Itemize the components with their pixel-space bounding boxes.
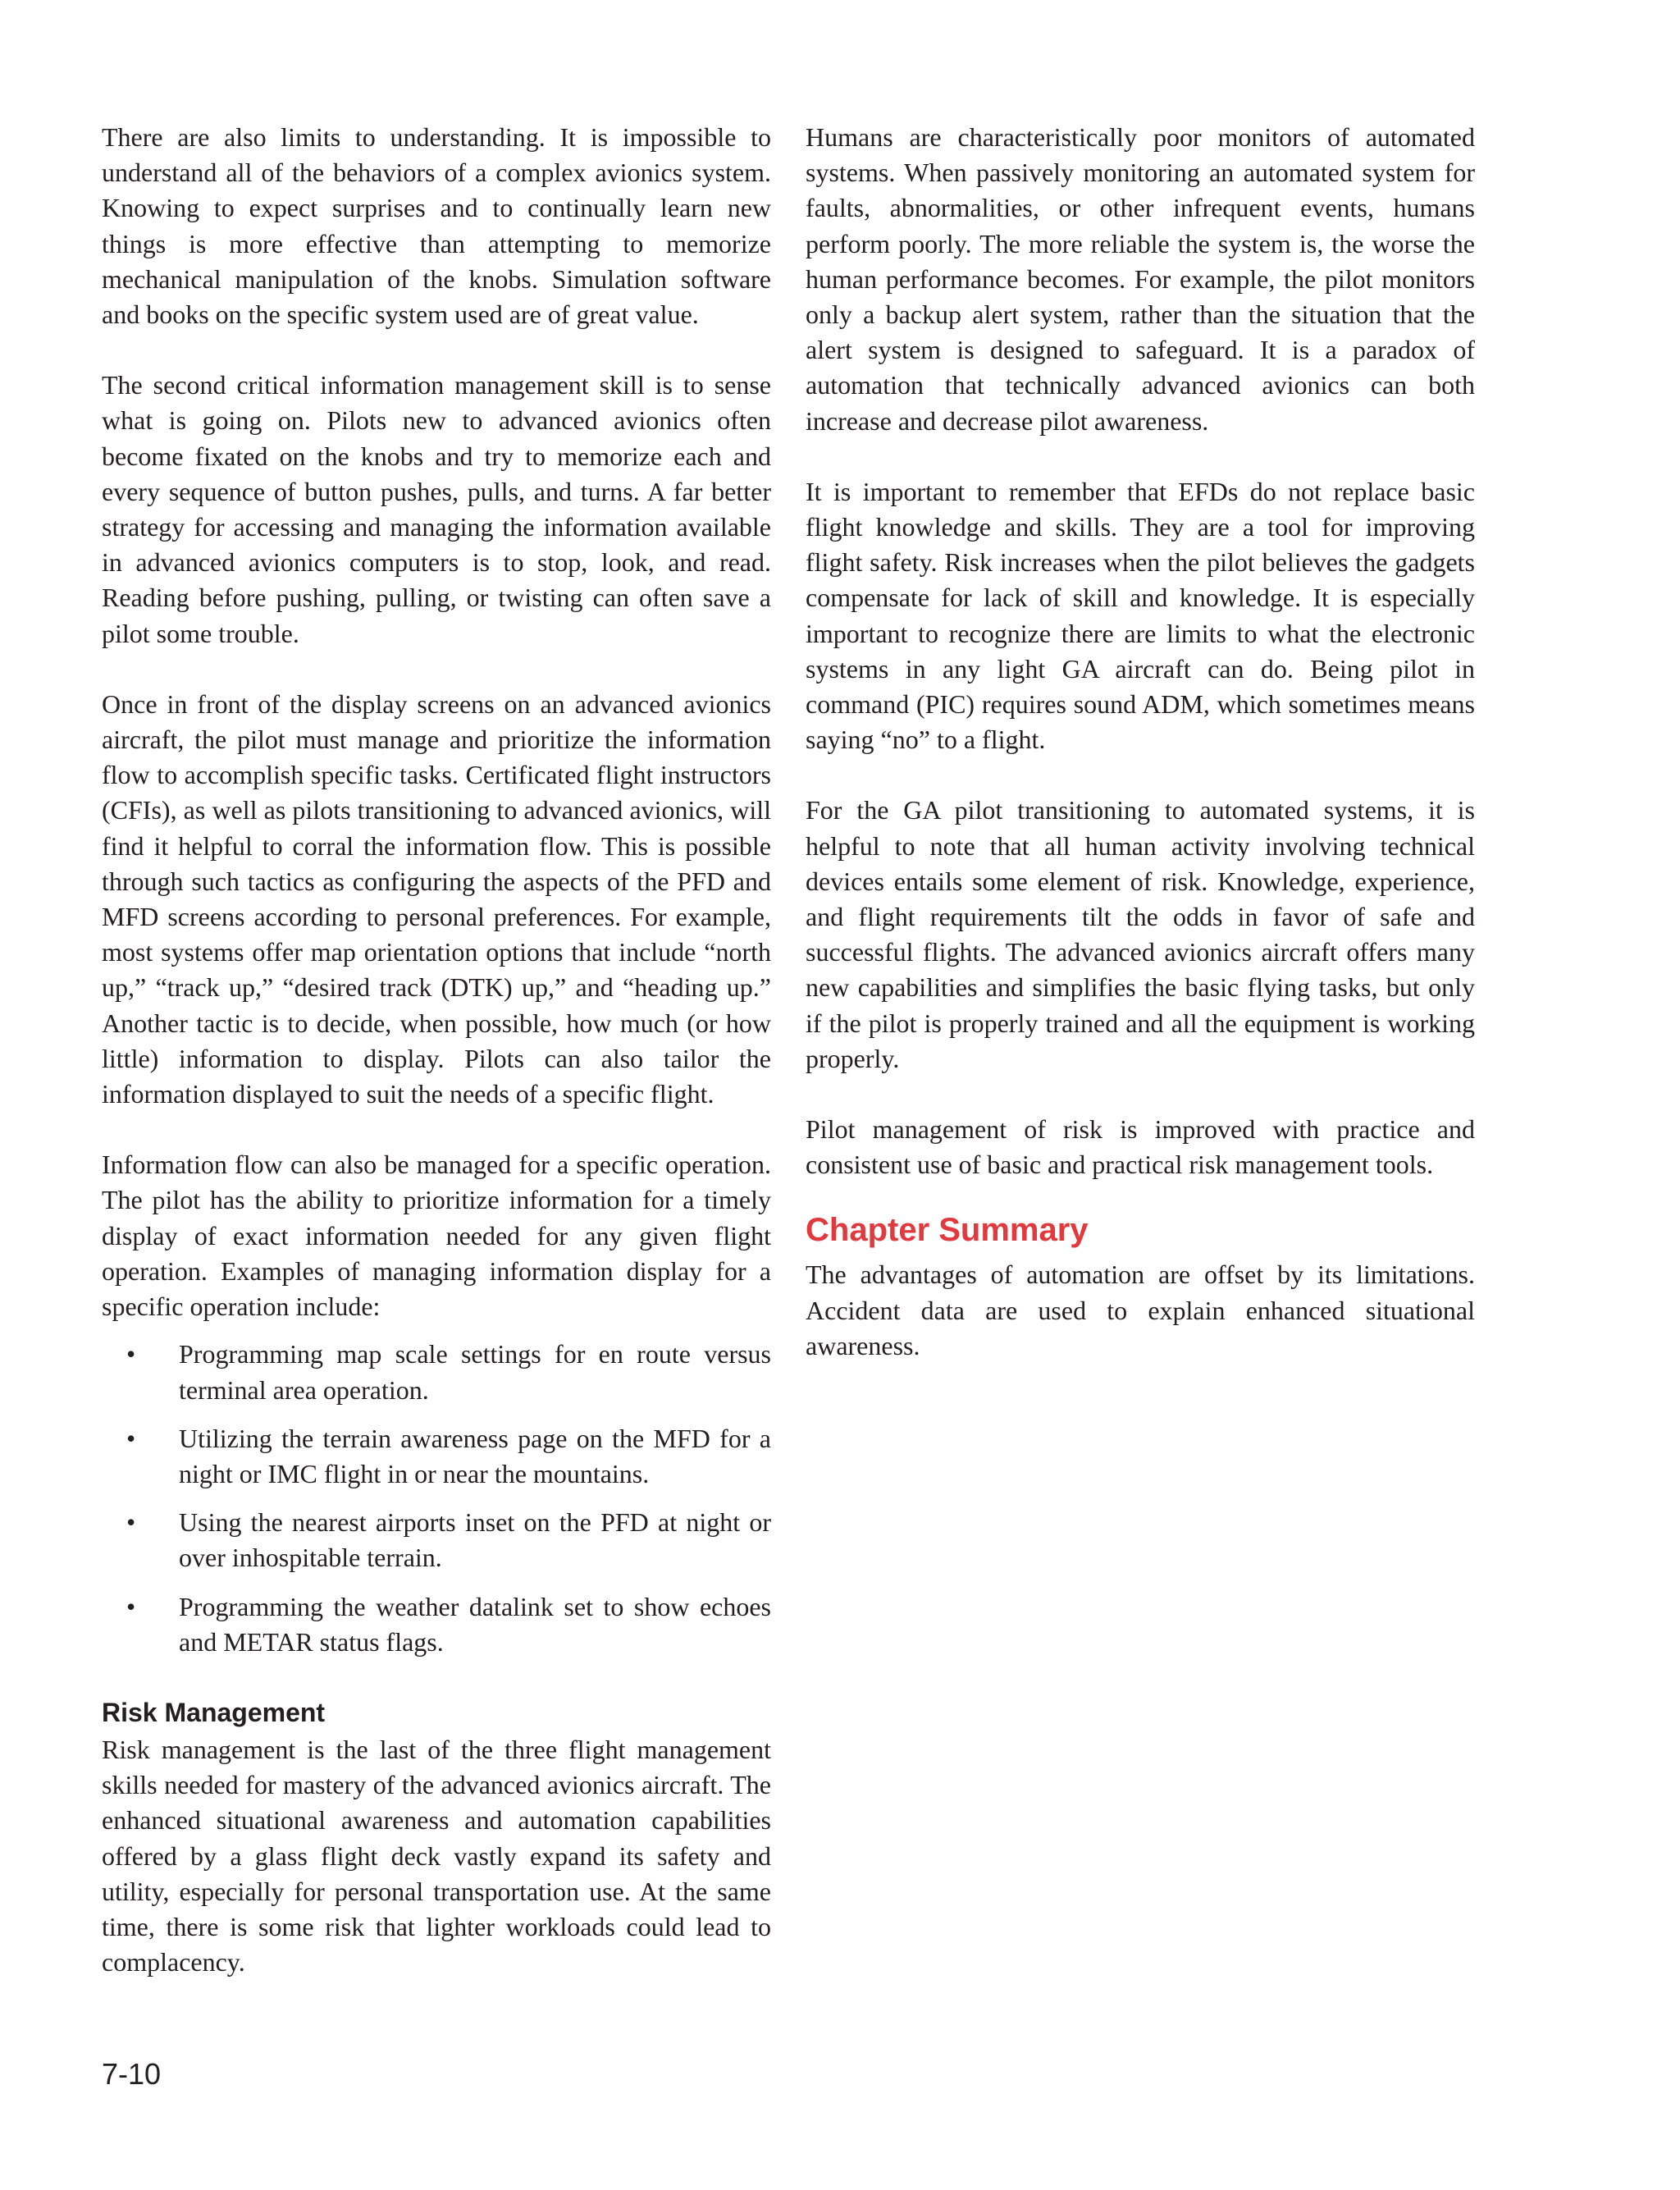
body-paragraph: Risk management is the last of the three flight management skills needed for mastery of the advanced avionics aircraft. The enhanced situational awareness and automation capabilities offered by a glass flight deck vastly expand its safety and utility, especially for personal transportation use. At the same time, there is some risk that lighter workloads could lead to complacency. [102,1734,771,1977]
section-heading-risk-management: Risk Management [102,1697,326,1727]
list-item-text: Programming map scale settings for en route versus terminal area operation. [179,1339,771,1405]
body-paragraph: Once in front of the display screens on an advanced avionics aircraft, the pilot must manage and prioritize the information flow to accomplish specific tasks. Certificated flight instructors (CFIs), as well as pilots transitioning to advanced avionics, will find it helpful to corral the information flow. This is possible through such tactics as configuring the aspects of the PFD and MFD screens according to personal preferences. For example, most systems offer map orientation options that include “north up,” “track up,” “desired track (DTK) up,” and “heading up.” Another tactic is to decide, when possible, how much (or how little) information to display. Pilots can also tailor the information displayed to suit the needs of a specific flight. [102,688,771,1109]
right-column [806,120,1475,1399]
body-paragraph: Information flow can also be managed for a specific operation. The pilot has the ability to prioritize information for a timely display of exact information needed for any given flight operation. Examples of managing information display for a specific operation include: [102,1150,771,1322]
list-item-text: Utilizing the terrain awareness page on the MFD for a night or IMC flight in or near the mountains. [179,1423,771,1488]
body-paragraph: It is important to remember that EFDs do not replace basic flight knowledge and skills. They are a tool for improving flight safety. Risk increases when the pilot believes the gadgets compensate for lack of skill and knowledge. It is especially important to recognize there are limits to what the electronic systems in any light GA aircraft can do. Being pilot in command (PIC) requires sound ADM, which sometimes means saying “no” to a flight. [806,476,1475,755]
chapter-summary-heading: Chapter Summary [806,1212,1089,1249]
left-column [102,120,771,2015]
list-item [102,1589,771,1660]
list-item [102,1421,771,1492]
body-paragraph: The advantages of automation are offset by its limitations. Accident data are used to explain enhanced situational awareness. [806,1260,1475,1360]
bullet-icon: • [126,1507,136,1538]
list-item [102,1337,771,1407]
page-number: 7-10 [102,2057,162,2091]
body-paragraph: Humans are characteristically poor monitors of automated systems. When passively monitoring an automated system for faults, abnormalities, or other infrequent events, humans perform poorly. The more reliable the system is, the worse the human performance becomes. For example, the pilot monitors only a backup alert system, rather than the situation that the alert system is designed to safeguard. It is a paradox of automation that technically advanced avionics can both increase and decrease pilot awareness. [806,122,1475,436]
list-item-text: Programming the weather datalink set to show echoes and METAR status flags. [179,1591,771,1657]
bullet-icon: • [126,1591,136,1621]
bullet-icon: • [126,1423,136,1453]
list-item-text: Using the nearest airports inset on the PFD at night or over inhospitable terrain. [179,1507,771,1573]
body-paragraph: There are also limits to understanding. It is impossible to understand all of the behaviors of a complex avionics system. Knowing to expect surprises and to continually learn new things is more effective than attempting to memorize mechanical manipulation of the knobs. Simulation software and books on the specific system used are of great value. [102,122,771,330]
body-paragraph: For the GA pilot transitioning to automated systems, it is helpful to note that all human activity involving technical devices entails some element of risk. Knowledge, experience, and flight requirements tilt the odds in favor of safe and successful flights. The advanced avionics aircraft offers many new capabilities and simplifies the basic flying tasks, but only if the pilot is properly trained and all the equipment is working properly. [806,795,1475,1073]
bullet-list [102,1337,771,1660]
bullet-icon: • [126,1339,136,1369]
list-item [102,1505,771,1575]
body-paragraph: The second critical information management skill is to sense what is going on. Pilots new to advanced avionics often become fixated on the knobs and try to memorize each and every sequence of button pushes, pulls, and turns. A far better strategy for accessing and managing the information available in advanced avionics computers is to stop, look, and read. Reading before pushing, pulling, or twisting can often save a pilot some trouble. [102,370,771,648]
body-paragraph: Pilot management of risk is improved with practice and consistent use of basic and practical risk management tools. [806,1114,1475,1180]
